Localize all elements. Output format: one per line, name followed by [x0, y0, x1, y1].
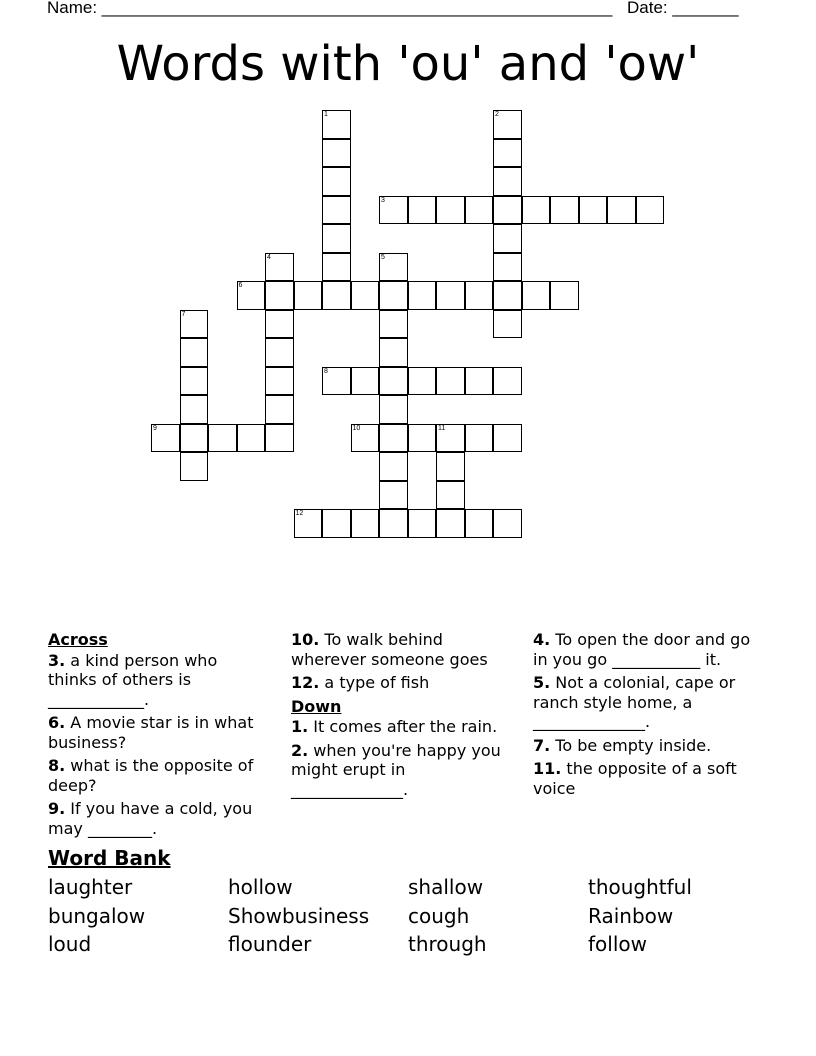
crossword-cell[interactable] — [379, 395, 408, 424]
word-bank-item: cough — [408, 904, 470, 928]
clue-number: 2 — [495, 111, 499, 118]
clue-number: 6 — [238, 282, 243, 289]
crossword-cell[interactable] — [550, 196, 579, 225]
clue-number: 11 — [438, 424, 446, 432]
clue-down-4: 4. To open the door and go in you go ___________ it. — [533, 630, 751, 669]
crossword-cell[interactable] — [322, 139, 351, 168]
crossword-cell[interactable] — [351, 509, 380, 538]
word-bank-item: hollow — [228, 875, 293, 899]
word-bank-item: loud — [48, 932, 92, 956]
clue-down-2: 2. when you're happy you might erupt in ______________. — [291, 740, 501, 799]
crossword-cell[interactable] — [493, 224, 522, 253]
crossword-cell[interactable] — [180, 395, 209, 424]
clue-down-11: 11. the opposite of a soft voice — [533, 759, 737, 798]
crossword-cell[interactable] — [465, 424, 494, 453]
clue-across-9: 9. If you have a cold, you may ________. — [48, 799, 253, 838]
crossword-cell[interactable] — [436, 424, 465, 453]
clue-number: 5 — [381, 253, 385, 261]
crossword-cell[interactable] — [265, 367, 294, 396]
crossword-cell[interactable] — [493, 281, 522, 310]
crossword-cell[interactable] — [465, 281, 494, 310]
crossword-cell[interactable] — [294, 509, 323, 538]
crossword-cell[interactable] — [408, 509, 437, 538]
crossword-cell[interactable] — [322, 281, 351, 310]
crossword-cell[interactable] — [379, 338, 408, 367]
crossword-cell[interactable] — [237, 424, 266, 453]
crossword-cell[interactable] — [265, 395, 294, 424]
crossword-cell[interactable] — [265, 424, 294, 453]
crossword-cell[interactable] — [322, 253, 351, 282]
clue-down-5: 5. Not a colonial, cape or ranch style home, a ______________. — [533, 673, 736, 731]
clue-number: 3 — [381, 196, 385, 204]
crossword-cell[interactable] — [436, 367, 465, 396]
crossword-cell[interactable] — [436, 509, 465, 538]
crossword-cell[interactable] — [493, 367, 522, 396]
word-bank-item: Rainbow — [588, 904, 674, 928]
clue-across-8: 8. what is the opposite of deep? — [48, 756, 254, 795]
crossword-cell[interactable] — [493, 110, 522, 139]
crossword-cell[interactable] — [180, 367, 209, 396]
clue-down-1: 1. It comes after the rain. — [291, 717, 498, 736]
crossword-cell[interactable] — [180, 310, 209, 339]
crossword-cell[interactable] — [322, 367, 351, 396]
crossword-cell[interactable] — [436, 452, 465, 481]
crossword-cell[interactable] — [265, 281, 294, 310]
date-field-line: Date: _______ — [627, 0, 739, 17]
crossword-cell[interactable] — [379, 424, 408, 453]
crossword-cell[interactable] — [351, 281, 380, 310]
crossword-cell[interactable] — [379, 367, 408, 396]
crossword-cell[interactable] — [180, 338, 209, 367]
word-bank-item: flounder — [228, 932, 312, 956]
word-bank-item: bungalow — [48, 904, 146, 928]
word-bank-item: through — [408, 932, 487, 956]
crossword-cell[interactable] — [493, 196, 522, 225]
crossword-cell[interactable] — [237, 281, 266, 310]
crossword-cell[interactable] — [151, 424, 180, 453]
crossword-cell[interactable] — [493, 139, 522, 168]
clue-number: 10 — [352, 424, 361, 432]
clue-number: 9 — [153, 424, 157, 432]
crossword-cell[interactable] — [379, 481, 408, 510]
crossword-cell[interactable] — [493, 253, 522, 282]
crossword-cell[interactable] — [351, 367, 380, 396]
crossword-cell[interactable] — [265, 253, 294, 282]
crossword-cell[interactable] — [322, 167, 351, 196]
crossword-cell[interactable] — [322, 110, 351, 139]
word-bank-title: Word Bank — [48, 846, 171, 870]
down-heading: Down — [291, 696, 342, 716]
clues-column-1 — [48, 630, 270, 842]
crossword-cell[interactable] — [180, 452, 209, 481]
crossword-cell[interactable] — [322, 224, 351, 253]
crossword-cell[interactable] — [379, 196, 408, 225]
crossword-cell[interactable] — [408, 424, 437, 453]
clue-number: 1 — [324, 111, 328, 118]
crossword-cell[interactable] — [408, 367, 437, 396]
crossword-cell[interactable] — [265, 310, 294, 339]
crossword-cell[interactable] — [379, 310, 408, 339]
crossword-cell[interactable] — [351, 424, 380, 453]
clue-down-7: 7. To be empty inside. — [533, 735, 712, 755]
crossword-cell[interactable] — [465, 196, 494, 225]
crossword-cell[interactable] — [465, 509, 494, 538]
page-title: Words with 'ou' and 'ow' — [116, 36, 700, 92]
crossword-cell[interactable] — [522, 281, 551, 310]
clue-across-12: 12. a type of fish — [291, 673, 430, 692]
crossword-cell[interactable] — [379, 509, 408, 538]
word-bank-item: Showbusiness — [228, 904, 370, 928]
crossword-cell[interactable] — [436, 281, 465, 310]
crossword-cell[interactable] — [493, 310, 522, 339]
crossword-cell[interactable] — [322, 509, 351, 538]
crossword-cell[interactable] — [436, 481, 465, 510]
clue-number: 4 — [267, 253, 271, 261]
crossword-cell[interactable] — [408, 196, 437, 225]
crossword-cell[interactable] — [379, 281, 408, 310]
crossword-cell[interactable] — [379, 452, 408, 481]
crossword-cell[interactable] — [493, 167, 522, 196]
word-bank-item: thoughtful — [588, 875, 692, 899]
crossword-cell[interactable] — [294, 281, 323, 310]
clue-across-10: 10. To walk behind wherever someone goes — [291, 630, 488, 669]
crossword-cell[interactable] — [636, 196, 665, 225]
crossword-cell[interactable] — [465, 367, 494, 396]
crossword-cell[interactable] — [493, 424, 522, 453]
crossword-cell[interactable] — [550, 281, 579, 310]
clues-column-3 — [533, 630, 755, 802]
crossword-cell[interactable] — [265, 338, 294, 367]
clue-number: 8 — [324, 367, 328, 375]
crossword-cell[interactable] — [493, 509, 522, 538]
clue-number: 12 — [295, 510, 304, 517]
crossword-cell[interactable] — [579, 196, 608, 225]
crossword-cell[interactable] — [408, 281, 437, 310]
clue-across-3: 3. a kind person who thinks of others is ____________. — [48, 650, 218, 709]
crossword-cell[interactable] — [180, 424, 209, 453]
word-bank-item: follow — [588, 932, 647, 956]
clue-number: 7 — [181, 310, 186, 318]
crossword-cell[interactable] — [379, 253, 408, 282]
crossword-cell[interactable] — [208, 424, 237, 453]
crossword-cell[interactable] — [607, 196, 636, 225]
clues-column-2 — [291, 630, 513, 803]
crossword-cell[interactable] — [322, 196, 351, 225]
crossword-cell[interactable] — [522, 196, 551, 225]
crossword-cell[interactable] — [436, 196, 465, 225]
word-bank-item: shallow — [408, 875, 484, 899]
clue-across-6: 6. A movie star is in what business? — [48, 713, 254, 752]
name-field-line: Name: ______________________________________________________ — [47, 0, 613, 17]
across-heading: Across — [48, 630, 108, 649]
word-bank-item: laughter — [48, 875, 133, 899]
